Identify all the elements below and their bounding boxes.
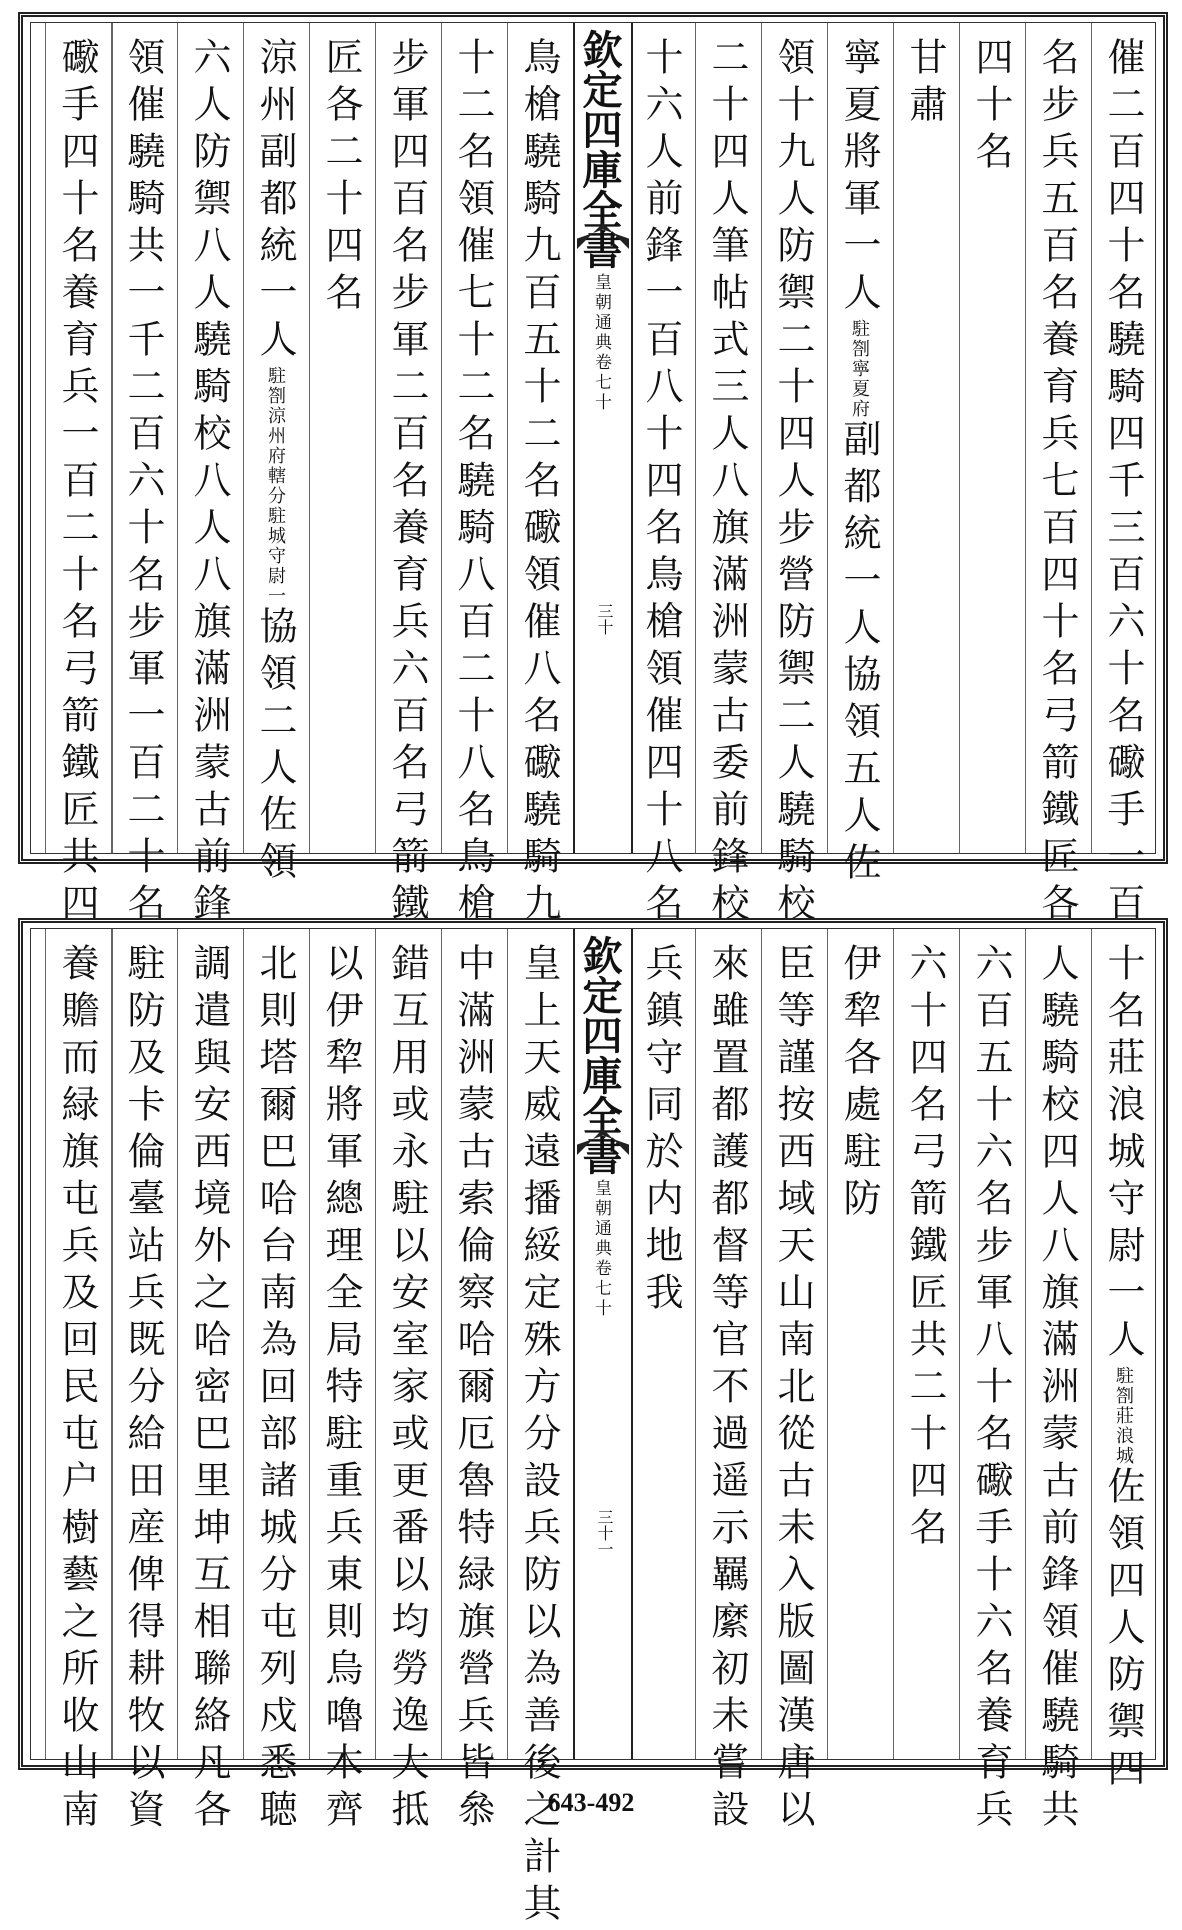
column-text: 十六人前鋒一百八十四名鳥槍領催四十八名 bbox=[639, 37, 683, 930]
text-column bbox=[629, 929, 696, 1759]
source-label: 皇朝通典卷七十 bbox=[591, 273, 611, 413]
column-text: 皇上天威遠播綏定殊方分設兵防以為善後之計其 bbox=[517, 943, 561, 1930]
book-title: 欽定四庫全書 bbox=[576, 29, 623, 269]
column-text: 來雖置都護都督等官不過遥示羈縻初未嘗設 bbox=[705, 943, 749, 1836]
column-text: 領十九人防禦二十四人步營防禦二人驍騎校 bbox=[771, 37, 815, 930]
folio-number: 三十 bbox=[595, 603, 614, 635]
text-column bbox=[827, 929, 894, 1759]
column-text: 錯互用或永駐以安室家或更番以均勞逸大抵 bbox=[385, 943, 429, 1836]
column-text: 寧夏將軍一人駐劄寧夏府副都統一人協領五人佐 bbox=[837, 37, 881, 889]
interlinear-note: 駐劄莊浪城 bbox=[1113, 1366, 1134, 1466]
column-text: 兵鎮守同於内地我 bbox=[639, 943, 683, 1319]
column-text: 調遣與安西境外之哈密巴里坤互相聯絡凡各 bbox=[187, 943, 231, 1836]
text-column bbox=[441, 929, 508, 1836]
text-column bbox=[243, 929, 310, 1836]
column-text: 涼州副都統一人駐劄涼州府轄分駐城守尉一協領二人佐領 bbox=[253, 37, 297, 888]
column-text: 六百五十六名步軍八十名礮手十六名養育兵 bbox=[969, 943, 1013, 1836]
text-column bbox=[375, 929, 442, 1836]
text-column bbox=[695, 929, 762, 1836]
text-column bbox=[761, 929, 828, 1836]
interlinear-note: 駐劄寧夏府 bbox=[849, 319, 870, 419]
text-column bbox=[959, 929, 1026, 1836]
column-text: 領催驍騎共一千二百六十名步軍一百二十名 bbox=[121, 37, 165, 930]
column-text: 礮手四十名養育兵一百二十名弓箭鐵匠共四 bbox=[55, 37, 99, 930]
column-text: 催二百四十名驍騎四千三百六十名礮手一百 bbox=[1101, 37, 1145, 930]
column-text: 四十名 bbox=[969, 37, 1013, 178]
column-text: 十名莊浪城守尉一人駐劄莊浪城佐領四人防禦四 bbox=[1101, 943, 1145, 1795]
column-text: 步軍四百名步軍二百名養育兵六百名弓箭鐵 bbox=[385, 37, 429, 930]
folio-number: 三十一 bbox=[595, 1509, 614, 1557]
column-text: 鳥槍驍騎九百五十二名礮領催八名礮驍騎九 bbox=[517, 37, 561, 930]
text-column bbox=[1025, 929, 1092, 1836]
text-column bbox=[309, 929, 376, 1836]
column-text: 名步兵五百名養育兵七百四十名弓箭鐵匠各 bbox=[1035, 37, 1079, 930]
column-text: 駐防及卡倫臺站兵既分給田産俾得耕牧以資 bbox=[121, 943, 165, 1836]
source-label: 皇朝通典卷七十 bbox=[591, 1179, 611, 1319]
column-text: 二十四人筆帖式三人八旗滿洲蒙古委前鋒校 bbox=[705, 37, 749, 930]
page-footer-number: 643-492 bbox=[547, 1788, 635, 1817]
column-text: 伊犂各處駐防 bbox=[837, 943, 881, 1225]
column-text: 甘肅 bbox=[903, 37, 947, 131]
text-column bbox=[1091, 929, 1158, 1795]
text-column bbox=[111, 929, 178, 1836]
text-column bbox=[507, 929, 574, 1930]
center-fold-band bbox=[573, 929, 633, 1759]
text-column bbox=[893, 929, 960, 1759]
book-title: 欽定四庫全書 bbox=[576, 935, 623, 1175]
column-text: 十二名領催七十二名驍騎八百二十八名鳥槍 bbox=[451, 37, 495, 930]
column-text: 六人防禦八人驍騎校八人八旗滿洲蒙古前鋒 bbox=[187, 37, 231, 930]
column-text: 以伊犂將軍總理全局特駐重兵東則烏嚕木齊 bbox=[319, 943, 363, 1836]
interlinear-note: 駐劄涼州府轄分駐城守尉一 bbox=[265, 366, 286, 606]
column-text: 匠各二十四名 bbox=[319, 37, 363, 319]
column-text: 人驍騎校四人八旗滿洲蒙古前鋒領催驍騎共 bbox=[1035, 943, 1079, 1836]
column-text: 六十四名弓箭鐵匠共二十四名 bbox=[903, 943, 947, 1554]
text-column bbox=[45, 929, 113, 1836]
column-text: 養贍而緑旗屯兵及回民屯户樹藝之所收山南 bbox=[55, 943, 99, 1836]
column-text: 北則塔爾巴哈台南為回部諸城分屯列戍悉聴 bbox=[253, 943, 297, 1836]
column-text: 中滿洲蒙古索倫察哈爾厄魯特緑旗營兵皆叅 bbox=[451, 943, 495, 1836]
column-text: 臣等謹按西域天山南北從古未入版圖漢唐以 bbox=[771, 943, 815, 1836]
text-column bbox=[177, 929, 244, 1836]
